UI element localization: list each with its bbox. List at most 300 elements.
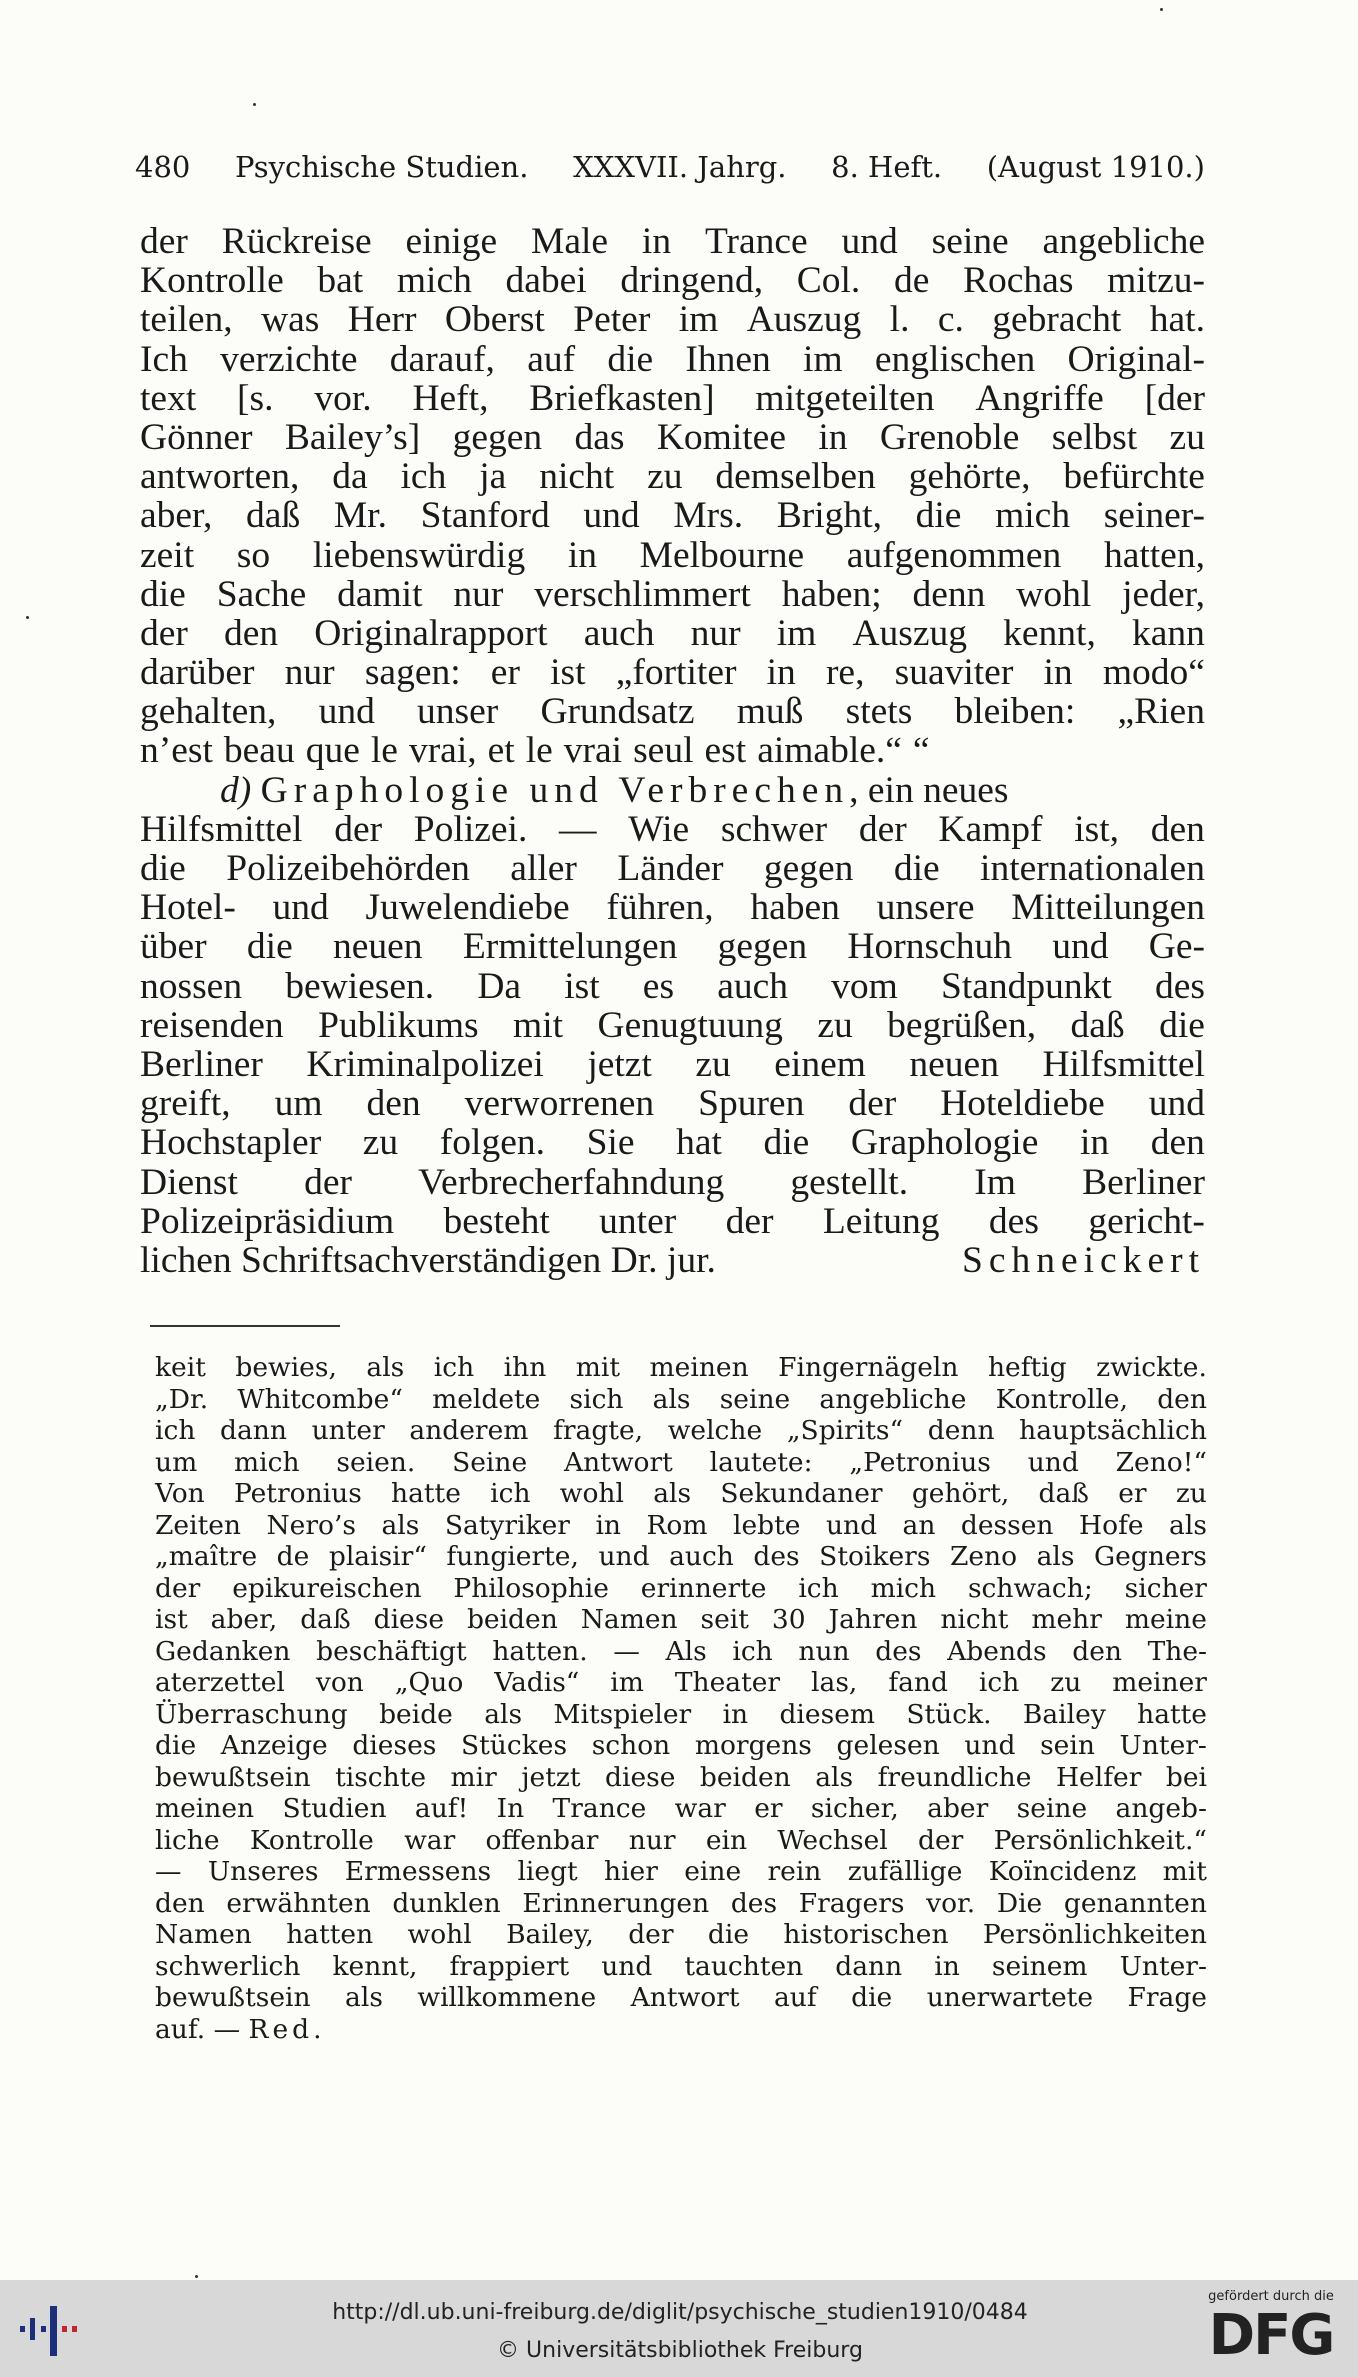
- word: ist,: [1074, 808, 1120, 850]
- word: hauptsächlich: [1019, 1415, 1207, 1446]
- word: Stanford: [420, 495, 550, 537]
- word: die: [246, 926, 293, 968]
- footnote-line: [155, 1415, 1207, 1447]
- word: Juwelendiebe: [365, 887, 570, 929]
- word: Melbourne: [639, 534, 805, 576]
- word: als: [652, 1383, 691, 1415]
- word: die: [607, 338, 654, 380]
- word: hatte: [391, 1478, 461, 1509]
- word: gehörte,: [908, 456, 1031, 498]
- word: modo“: [1102, 652, 1205, 694]
- word: ich: [978, 1667, 1020, 1698]
- word: aufgenommen: [846, 534, 1062, 576]
- word: daß: [1038, 1478, 1089, 1509]
- word: Fingernägeln: [778, 1352, 959, 1383]
- text-line: [140, 967, 1205, 1006]
- word: als: [653, 1478, 692, 1509]
- word: Peter: [573, 299, 651, 341]
- word: angebliche: [819, 1383, 967, 1415]
- word: Überraschung: [155, 1698, 348, 1730]
- word: ich: [155, 1415, 196, 1446]
- word: Bailey’s]: [284, 416, 421, 458]
- word: nur: [284, 652, 335, 694]
- word: Kampf: [938, 808, 1043, 850]
- text-line: [140, 849, 1205, 888]
- word: die: [915, 495, 962, 537]
- footnote-line: [155, 1541, 1207, 1573]
- word: aterzettel: [155, 1667, 285, 1698]
- body-text: [140, 222, 1205, 1280]
- scan-speck: [253, 103, 256, 106]
- word: führen,: [606, 887, 714, 929]
- word: de: [893, 260, 930, 302]
- footnote-final-text: auf. —: [155, 2013, 241, 2045]
- word: fragte,: [553, 1415, 644, 1446]
- word: Auszug: [746, 299, 862, 341]
- word: der: [140, 221, 188, 262]
- footnote-line: [155, 1667, 1207, 1699]
- word: eine: [684, 1856, 742, 1887]
- text-line: [140, 1202, 1205, 1241]
- word: Gegners: [1094, 1541, 1207, 1572]
- word: n’est: [140, 730, 213, 772]
- word: Im: [974, 1161, 1016, 1203]
- word: teilen,: [140, 299, 233, 341]
- word: mich: [995, 495, 1071, 537]
- word: ja: [479, 456, 507, 498]
- word: die: [763, 1122, 810, 1164]
- word: im: [776, 612, 817, 654]
- word: darüber: [140, 652, 255, 694]
- word: mehr: [1031, 1604, 1102, 1635]
- word: und: [583, 495, 640, 537]
- word: Auszug: [852, 612, 968, 654]
- word: historischen: [783, 1919, 949, 1950]
- word: als: [815, 1761, 854, 1793]
- word: diese: [373, 1604, 445, 1635]
- word: mitgeteilten: [755, 377, 935, 419]
- word: —: [155, 1856, 182, 1887]
- word: sicher: [1124, 1572, 1207, 1604]
- word: 30: [771, 1604, 806, 1635]
- word: einem: [774, 1043, 866, 1085]
- word: bewußtsein: [155, 1982, 311, 2013]
- word: sein: [1040, 1730, 1095, 1761]
- word: erwähnten: [226, 1887, 371, 1919]
- word: und: [272, 887, 329, 929]
- word: mich: [396, 260, 472, 302]
- word: im: [803, 338, 843, 380]
- word: Heft,: [412, 377, 489, 419]
- word: Angriffe: [975, 377, 1104, 419]
- word: denn: [927, 1415, 995, 1446]
- word: daß: [246, 495, 301, 537]
- word: Ermittelungen: [462, 926, 678, 968]
- word: Stückes: [461, 1730, 568, 1761]
- word: las,: [811, 1667, 858, 1698]
- word: Rückreise: [221, 221, 372, 262]
- word: —: [613, 1635, 640, 1667]
- word: sagen:: [364, 652, 461, 694]
- word: Dienst: [140, 1161, 238, 1203]
- word: gestellt.: [790, 1161, 909, 1203]
- word: Wie: [628, 808, 690, 850]
- word: The-: [1147, 1635, 1207, 1667]
- word: in: [766, 652, 796, 694]
- footnote-line: [155, 1352, 1207, 1384]
- word: unser: [417, 691, 499, 733]
- word: gehört,: [911, 1478, 1010, 1509]
- word: selbst: [1051, 416, 1138, 458]
- word: zu: [1169, 416, 1205, 458]
- word: freundliche: [877, 1761, 1032, 1793]
- text-line: [140, 379, 1205, 418]
- word: Mitteilungen: [1011, 887, 1205, 929]
- word: auch: [717, 965, 788, 1007]
- word: stets: [845, 691, 913, 733]
- word: hat: [676, 1122, 722, 1164]
- word: englischen: [874, 338, 1036, 380]
- word: Abends: [947, 1635, 1047, 1667]
- word: auch: [583, 612, 655, 654]
- word: zu: [1175, 1478, 1207, 1509]
- word: damit: [337, 573, 423, 615]
- word: Koïncidenz: [988, 1856, 1137, 1887]
- word: Namen: [580, 1604, 678, 1635]
- word: zu: [362, 1122, 399, 1164]
- word: wohl: [559, 1478, 624, 1509]
- word: seien.: [336, 1446, 416, 1478]
- word: hatten.: [492, 1635, 588, 1667]
- word: meldete: [432, 1383, 541, 1415]
- word: das: [574, 416, 625, 458]
- footnote-line: [155, 1919, 1207, 1951]
- word: fand: [888, 1667, 948, 1698]
- word: mit: [575, 1352, 621, 1383]
- word: Bailey,: [506, 1919, 594, 1950]
- word: Briefkasten]: [529, 377, 715, 419]
- word: „Spirits“: [786, 1415, 904, 1446]
- word: seine: [1016, 1793, 1088, 1824]
- word: auch: [669, 1541, 734, 1572]
- word: aber,: [140, 495, 213, 537]
- text-line: [140, 927, 1205, 966]
- word: in: [641, 221, 672, 262]
- word: seinem: [991, 1950, 1088, 1982]
- word: vor.: [926, 1887, 976, 1919]
- word: bewies,: [235, 1352, 337, 1383]
- spaced-name: Schneickert: [961, 1239, 1205, 1281]
- section-title-rest: , ein neues: [849, 769, 1009, 811]
- word: Mr.: [333, 495, 387, 537]
- footnote-divider: [150, 1325, 340, 1327]
- word: der: [334, 808, 383, 850]
- word: Helfer: [1055, 1761, 1142, 1793]
- word: diesem: [779, 1698, 876, 1730]
- word: unerwartete: [926, 1982, 1094, 2013]
- word: besteht: [443, 1200, 550, 1242]
- word: schwerlich: [155, 1950, 301, 1982]
- word: ist: [564, 965, 600, 1007]
- word: beau: [223, 730, 295, 772]
- word: Ge-: [1148, 926, 1205, 968]
- word: in: [1043, 652, 1073, 694]
- word: nicht: [940, 1604, 1009, 1635]
- word: von: [315, 1667, 364, 1698]
- word: Stück.: [906, 1698, 992, 1730]
- word: der: [848, 1083, 897, 1125]
- word: und: [841, 221, 898, 262]
- issue-label: 8. Heft.: [831, 150, 943, 184]
- text-line: [140, 496, 1205, 535]
- word: greift,: [140, 1083, 231, 1125]
- word: dringend,: [620, 260, 764, 302]
- word: ihn: [503, 1352, 547, 1383]
- text-line: [140, 692, 1205, 731]
- word: ich: [490, 1478, 531, 1509]
- footnote-line: [155, 1636, 1207, 1668]
- word: unsere: [876, 887, 975, 929]
- word: dann: [835, 1950, 903, 1982]
- word: er: [490, 652, 520, 694]
- word: Hoteldiebe: [940, 1083, 1105, 1125]
- word: in: [567, 534, 597, 576]
- word: Frage: [1127, 1982, 1207, 2013]
- word: in: [722, 1698, 749, 1730]
- word: Satyriker: [444, 1509, 570, 1541]
- word: und: [1052, 926, 1109, 968]
- word: nun: [798, 1635, 850, 1667]
- word: Erinnerungen: [522, 1887, 710, 1919]
- word: jetzt: [521, 1761, 581, 1793]
- word: schwach;: [967, 1572, 1093, 1604]
- word: „Petronius: [849, 1446, 991, 1478]
- word: des: [1154, 965, 1205, 1007]
- word: der: [304, 1161, 352, 1203]
- page-number: 480: [135, 150, 191, 184]
- word: lebte: [733, 1509, 801, 1541]
- word: die: [707, 1919, 750, 1950]
- word: ich: [433, 1352, 475, 1383]
- word: Hilfsmittel: [1042, 1043, 1205, 1085]
- section-label: d): [220, 769, 252, 811]
- word: Ermessens: [344, 1856, 492, 1887]
- word: die: [155, 1730, 197, 1761]
- word: Da: [477, 965, 522, 1007]
- text-line: [140, 418, 1205, 457]
- word: de: [276, 1541, 310, 1572]
- word: re,: [825, 652, 865, 694]
- word: „Rien: [1117, 691, 1205, 733]
- footer-url-link[interactable]: http://dl.ub.uni-freiburg.de/diglit/psychische_studien1910/0484: [332, 2300, 1028, 2325]
- word: aber: [927, 1793, 989, 1824]
- word: Zeno!“: [1115, 1446, 1207, 1478]
- word: als: [1169, 1509, 1207, 1541]
- word: Als: [665, 1635, 707, 1667]
- word: Genugtuung: [597, 1004, 783, 1046]
- word: Zeiten: [155, 1509, 241, 1541]
- word: denn: [912, 573, 986, 615]
- word: des: [730, 1887, 778, 1919]
- footnote-line: [155, 1699, 1207, 1731]
- word: verworrenen: [464, 1083, 655, 1125]
- word: „Dr.: [155, 1383, 209, 1415]
- word: dann: [220, 1415, 287, 1446]
- word: wohl: [1016, 573, 1092, 615]
- word: ist: [550, 652, 586, 694]
- word: Hornschuh: [847, 926, 1012, 968]
- word: ein: [705, 1824, 748, 1856]
- word: Sache: [216, 573, 307, 615]
- word: epikureischen: [232, 1572, 422, 1604]
- word: que: [305, 730, 360, 772]
- word: gegen: [452, 416, 543, 458]
- word: angebliche: [1042, 221, 1205, 262]
- text-line: [140, 1123, 1205, 1162]
- word: gegen: [763, 848, 854, 889]
- word: zu: [817, 1004, 853, 1046]
- word: mich: [870, 1572, 937, 1604]
- word: und: [598, 1541, 650, 1572]
- word: Whitcombe“: [237, 1383, 403, 1415]
- footnote-line: [155, 1856, 1207, 1888]
- word: meine: [1124, 1604, 1207, 1635]
- word: et: [487, 730, 515, 772]
- word: „fortiter: [615, 652, 737, 694]
- word: Leitung: [822, 1200, 940, 1242]
- word: seit: [700, 1604, 749, 1635]
- word: [s.: [237, 377, 274, 419]
- text-line: [140, 1084, 1205, 1123]
- word: den: [1150, 1122, 1205, 1164]
- word: sicher,: [810, 1793, 899, 1824]
- footnote-line: [155, 1478, 1207, 1510]
- word: als: [484, 1698, 523, 1730]
- word: über: [140, 926, 207, 968]
- word: zu: [647, 456, 683, 498]
- word: Gönner: [140, 416, 253, 458]
- word: suaviter: [894, 652, 1014, 694]
- word: daß: [1070, 1004, 1125, 1046]
- word: als: [366, 1352, 405, 1383]
- word: Philosophie: [453, 1572, 609, 1604]
- word: mit: [513, 1004, 564, 1046]
- word: beiden: [699, 1761, 791, 1793]
- footnote-line: [155, 1510, 1207, 1542]
- word: auf: [773, 1982, 817, 2013]
- word: Persönlichkeiten: [982, 1919, 1207, 1950]
- word: Mrs.: [673, 495, 744, 537]
- word: In: [496, 1793, 525, 1824]
- text-line: [140, 261, 1205, 300]
- word: diese: [605, 1761, 676, 1793]
- word: den: [1150, 808, 1205, 850]
- word: und: [601, 1950, 653, 1982]
- word: Hofe: [1079, 1509, 1144, 1541]
- word: neuen: [333, 926, 423, 968]
- footnote-text: [155, 1352, 1207, 2045]
- word: bewußtsein: [155, 1761, 311, 1793]
- word: Hochstapler: [140, 1122, 322, 1164]
- word: demselben: [715, 456, 876, 498]
- text-line: [140, 1006, 1205, 1045]
- word: der: [155, 1572, 201, 1604]
- scan-speck: [26, 616, 29, 619]
- word: im: [678, 299, 719, 341]
- word: war: [674, 1793, 726, 1824]
- word: und: [964, 1730, 1016, 1761]
- word: Grenoble: [879, 416, 1020, 458]
- word: auf: [527, 338, 576, 380]
- library-logo-icon: [14, 2296, 94, 2362]
- word: —: [559, 808, 597, 850]
- word: wohl: [407, 1919, 472, 1950]
- word: text: [140, 377, 197, 419]
- word: Nero’s: [266, 1509, 356, 1541]
- word: Antwort: [630, 1982, 740, 2013]
- word: seiner-: [1103, 495, 1205, 537]
- word: kennt,: [1003, 612, 1096, 654]
- word: ist: [155, 1604, 188, 1635]
- footnote-line: [155, 1888, 1207, 1920]
- word: dessen: [960, 1509, 1054, 1541]
- text-line-final-start: lichen Schriftsachverständigen Dr. jur.: [140, 1239, 716, 1281]
- word: welche: [667, 1415, 763, 1446]
- word: da: [332, 456, 368, 498]
- word: die: [140, 573, 186, 615]
- word: Studien: [282, 1793, 387, 1824]
- word: seul: [633, 730, 694, 772]
- footnote-line: [155, 1793, 1207, 1825]
- word: die: [893, 848, 940, 889]
- word: nur: [453, 573, 504, 615]
- text-line: [140, 888, 1205, 927]
- word: Länder: [617, 848, 724, 889]
- dfg-caption: gefördert durch die: [1208, 2289, 1334, 2304]
- word: Sekundaner: [720, 1478, 883, 1509]
- footnote-line: [155, 1951, 1207, 1983]
- word: Namen: [155, 1919, 252, 1950]
- word: gericht-: [1088, 1200, 1205, 1242]
- text-line: [140, 810, 1205, 849]
- scan-speck: [195, 2275, 198, 2278]
- word: jeder,: [1122, 573, 1205, 615]
- footnote-line: [155, 1982, 1207, 2014]
- word: anderem: [409, 1415, 529, 1446]
- word: mit: [1162, 1856, 1207, 1887]
- word: aber,: [210, 1604, 278, 1635]
- word: Sie: [586, 1122, 635, 1164]
- word: vrai: [563, 730, 623, 772]
- word: sich: [569, 1383, 624, 1415]
- word: unter: [599, 1200, 677, 1242]
- word: Seine: [452, 1446, 528, 1478]
- word: Anzeige: [220, 1730, 328, 1761]
- word: Berliner: [140, 1043, 263, 1085]
- word: Oberst: [444, 299, 545, 341]
- word: bewiesen.: [285, 965, 435, 1007]
- word: Trance: [704, 221, 808, 262]
- word: reisenden: [140, 1004, 284, 1046]
- footnote-line: [155, 1573, 1207, 1605]
- word: Standpunkt: [940, 965, 1112, 1007]
- footnote-line-final: [155, 2014, 1207, 2046]
- word: est: [704, 730, 747, 772]
- word: begrüßen,: [887, 1004, 1037, 1046]
- word: liche: [155, 1824, 220, 1856]
- word: Original-: [1067, 338, 1205, 380]
- text-line: [140, 653, 1205, 692]
